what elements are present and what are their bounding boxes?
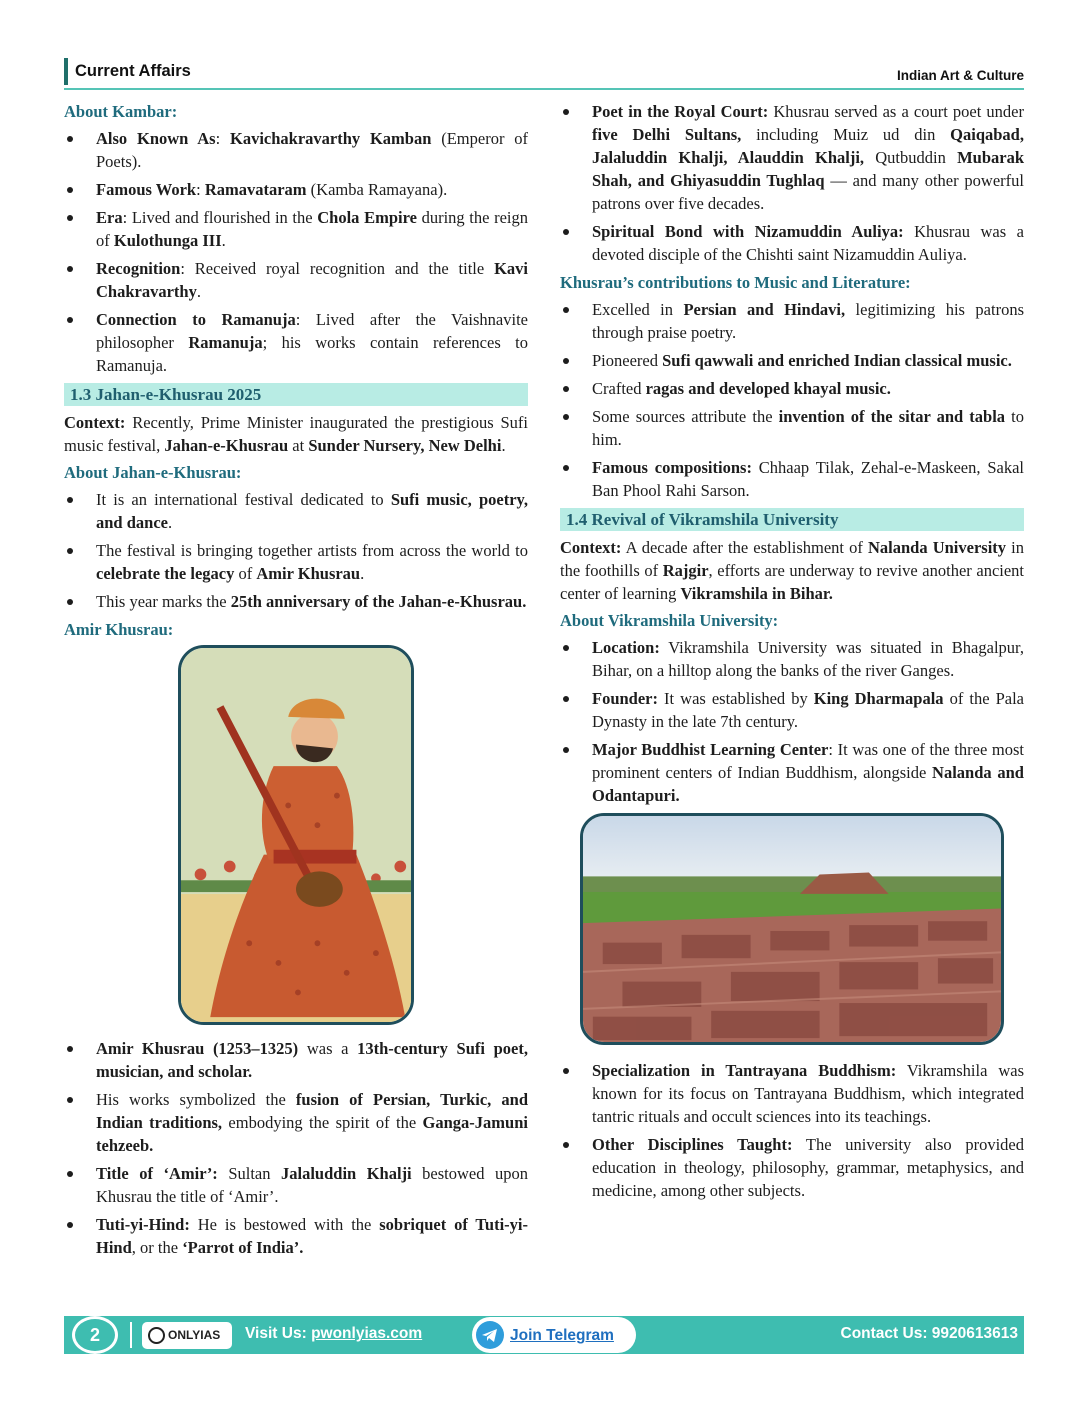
section-title-1-3: 1.3 Jahan-e-Khusrau 2025: [64, 383, 528, 406]
telegram-icon: [476, 1321, 504, 1349]
list-item: Spiritual Bond with Nizamuddin Auliya: Khusrau was a devoted disciple of the Chishti saint Nizamuddin Auliya.: [560, 220, 1024, 266]
vikramshila-heading: About Vikramshila University:: [560, 611, 779, 630]
list-item: Major Buddhist Learning Center: It was one of the three most prominent centers of Indian Buddhism, alongside Nalanda and Odantapuri.: [560, 738, 1024, 807]
list-item: Title of ‘Amir’: Sultan Jalaluddin Khalji bestowed upon Khusrau the title of ‘Amir’.: [64, 1162, 528, 1208]
left-column: [64, 100, 528, 1264]
list-item: Specialization in Tantrayana Buddhism: Vikramshila was known for its focus on Tantrayana Buddhism, which integrated tantric rituals and occult sciences into its teachings.: [560, 1059, 1024, 1128]
header-section-title: Current Affairs: [64, 58, 191, 85]
vikramshila-ruins-photo: [580, 813, 1004, 1045]
section-title-1-4: 1.4 Revival of Vikramshila University: [560, 508, 1024, 531]
header-divider: [64, 88, 1024, 90]
list-item: Crafted ragas and developed khayal music.: [560, 377, 1024, 400]
court-list: [560, 100, 1024, 266]
list-item: Location: Vikramshila University was situated in Bhagalpur, Bihar, on a hilltop along the banks of the river Ganges.: [560, 636, 1024, 682]
kambar-list: [64, 127, 528, 377]
list-item: Other Disciplines Taught: The university also provided education in theology, philosophy, grammar, metaphysics, and medicine, among other subjects.: [560, 1133, 1024, 1202]
list-item: Founder: It was established by King Dharmapala of the Pala Dynasty in the late 7th century.: [560, 687, 1024, 733]
header-category: Indian Art & Culture: [897, 68, 1024, 83]
amir-khusrau-painting: [178, 645, 414, 1025]
list-item: Pioneered Sufi qawwali and enriched Indian classical music.: [560, 349, 1024, 372]
list-item: Some sources attribute the invention of the sitar and tabla to him.: [560, 405, 1024, 451]
join-telegram-button[interactable]: [472, 1317, 636, 1353]
contributions-heading: Khusrau’s contributions to Music and Literature:: [560, 273, 911, 292]
jahan-heading: About Jahan-e-Khusrau:: [64, 463, 242, 482]
vikramshila-list-2: [560, 1059, 1024, 1202]
kambar-heading: About Kambar:: [64, 102, 178, 121]
visit-us: [245, 1316, 422, 1352]
telegram-label: Join Telegram: [510, 1327, 614, 1344]
page-number: 2: [72, 1316, 118, 1354]
list-item: Amir Khusrau (1253–1325) was a 13th-century Sufi poet, musician, and scholar.: [64, 1037, 528, 1083]
list-item: His works symbolized the fusion of Persian, Turkic, and Indian traditions, embodying the spirit of the Ganga-Jamuni tehzeeb.: [64, 1088, 528, 1157]
list-item: Poet in the Royal Court: Khusrau served as a court poet under five Delhi Sultans, including Muiz ud din Qaiqabad, Jalaluddin Khalji, Alauddin Khalji, Qutbuddin Mubarak Shah, and Ghiyasuddin Tughlaq — and many other powerful patrons over five decades.: [560, 100, 1024, 215]
jahan-list: [64, 488, 528, 613]
list-item: Also Known As: Kavichakravarthy Kamban (Emperor of Poets).: [64, 127, 528, 173]
website-link[interactable]: pwonlyias.com: [311, 1325, 423, 1342]
list-item: Connection to Ramanuja: Lived after the Vaishnavite philosopher Ramanuja; his works contain references to Ramanuja.: [64, 308, 528, 377]
amir-list: [64, 1037, 528, 1259]
list-item: It is an international festival dedicated to Sufi music, poetry, and dance.: [64, 488, 528, 534]
context-paragraph: Context: A decade after the establishment of Nalanda University in the foothills of Rajgir, efforts are underway to revive another ancient center of learning Vikramshila in Bihar.: [560, 538, 1025, 603]
onlyias-logo-icon: [148, 1327, 165, 1344]
logo-text: ONLYIAS: [168, 1328, 221, 1342]
list-item: Famous Work: Ramavataram (Kamba Ramayana).: [64, 178, 528, 201]
list-item: Excelled in Persian and Hindavi, legitimizing his patrons through praise poetry.: [560, 298, 1024, 344]
amir-heading: Amir Khusrau:: [64, 620, 174, 639]
contact-info: Contact Us: 9920613613: [840, 1325, 1018, 1342]
list-item: This year marks the 25th anniversary of the Jahan-e-Khusrau.: [64, 590, 528, 613]
list-item: Famous compositions: Chhaap Tilak, Zehal-e-Maskeen, Sakal Ban Phool Rahi Sarson.: [560, 456, 1024, 502]
list-item: The festival is bringing together artists from across the world to celebrate the legacy of Amir Khusrau.: [64, 539, 528, 585]
context-paragraph: Context: Recently, Prime Minister inaugurated the prestigious Sufi music festival, Jahan-e-Khusrau at Sunder Nursery, New Delhi.: [64, 413, 528, 455]
list-item: Era: Lived and flourished in the Chola Empire during the reign of Kulothunga III.: [64, 206, 528, 252]
footer-bar: [64, 1316, 1024, 1354]
vikramshila-list: [560, 636, 1024, 807]
contributions-list: [560, 298, 1024, 502]
list-item: Tuti-yi-Hind: He is bestowed with the sobriquet of Tuti-yi-Hind, or the ‘Parrot of India’.: [64, 1213, 528, 1259]
right-column: [560, 100, 1024, 1207]
onlyias-logo[interactable]: [142, 1322, 232, 1349]
list-item: Recognition: Received royal recognition and the title Kavi Chakravarthy.: [64, 257, 528, 303]
visit-label: Visit Us:: [245, 1325, 307, 1342]
footer-divider: [130, 1322, 132, 1348]
